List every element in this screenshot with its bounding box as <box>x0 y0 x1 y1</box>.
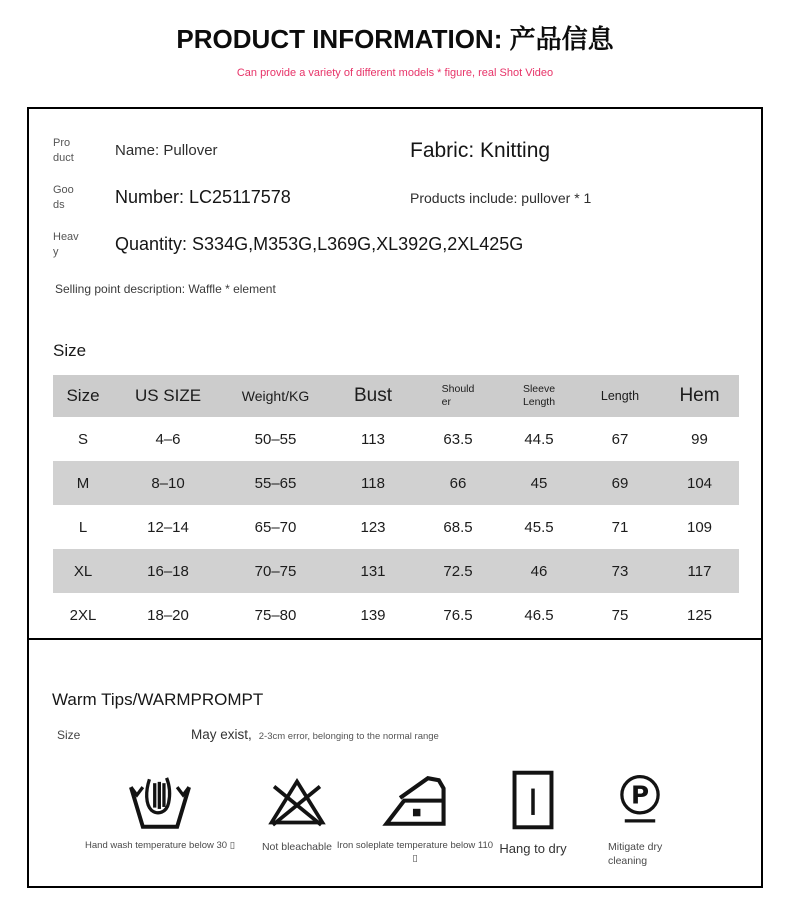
table-cell: 113 <box>361 430 385 448</box>
table-cell: 4–6 <box>155 430 181 448</box>
product-label: Pro duct <box>53 137 74 164</box>
col-header-hem: Hem <box>679 385 720 406</box>
col-header-size: Size <box>66 386 100 405</box>
care-item-dry-clean <box>585 763 695 868</box>
table-cell: XL <box>73 562 93 580</box>
size-table <box>53 375 739 637</box>
table-cell: 125 <box>686 606 713 624</box>
product-name-row <box>53 127 739 174</box>
product-info-panel <box>27 107 763 640</box>
size-row-xl <box>53 549 739 593</box>
dry-clean-icon <box>614 773 666 831</box>
table-cell: S <box>77 430 88 448</box>
table-cell: 117 <box>687 562 712 580</box>
size-row-s <box>53 417 739 461</box>
table-cell: 139 <box>360 606 386 624</box>
table-cell: 46 <box>530 562 548 580</box>
care-caption-dry-clean: Mitigate dry cleaning <box>608 841 663 868</box>
page-subtitle: Can provide a variety of different models * figure, real Shot Video <box>236 67 554 79</box>
table-cell: 45.5 <box>524 518 554 536</box>
hand-wash-icon <box>127 771 193 831</box>
table-cell: M <box>76 474 90 492</box>
table-cell: 75 <box>611 606 629 624</box>
col-header-sleeve-length: Sleeve Length <box>522 382 556 408</box>
col-header-weight: Weight/KG <box>241 388 310 404</box>
table-cell: 99 <box>691 430 708 448</box>
table-cell: 109 <box>686 518 713 536</box>
dry-clean-p-glyph: P <box>630 780 650 810</box>
quantity-text: Quantity: S334G,M353G,L369G,XL392G,2XL425G <box>115 234 524 254</box>
page-title: PRODUCT INFORMATION: 产品信息 <box>176 24 614 54</box>
product-name: Name: Pullover <box>115 142 218 159</box>
table-cell: 8–10 <box>151 474 185 492</box>
care-item-hand-wash <box>80 763 240 853</box>
table-cell: 69 <box>611 474 629 492</box>
care-item-iron <box>335 763 495 866</box>
products-include: Products include: pullover * 1 <box>410 189 592 206</box>
table-cell: 45 <box>530 474 548 492</box>
table-cell: 71 <box>611 518 629 536</box>
goods-number: Number: LC25117578 <box>115 187 291 207</box>
table-cell: 63.5 <box>443 430 473 448</box>
table-cell: 104 <box>686 474 713 492</box>
heavy-label: Heav y <box>53 231 79 258</box>
table-cell: 67 <box>611 430 629 448</box>
table-cell: 16–18 <box>147 562 189 580</box>
table-cell: 72.5 <box>443 562 473 580</box>
table-cell: 65–70 <box>254 518 297 536</box>
table-cell: 75–80 <box>254 606 297 624</box>
goods-number-row <box>53 174 739 221</box>
warm-tips-panel <box>27 640 763 888</box>
care-icons-row <box>29 763 761 881</box>
col-header-us-size: US SIZE <box>134 386 202 405</box>
table-cell: 76.5 <box>443 606 473 624</box>
table-cell: L <box>78 518 88 536</box>
table-cell: 123 <box>360 518 386 536</box>
size-row-m <box>53 461 739 505</box>
selling-point: Selling point description: Waffle * element <box>55 282 276 296</box>
size-note-label: Size <box>57 728 81 742</box>
product-fabric: Fabric: Knitting <box>410 138 551 162</box>
table-cell: 44.5 <box>524 430 554 448</box>
care-caption-iron: Iron soleplate temperature below 110 ▯ <box>336 840 494 864</box>
no-bleach-icon <box>266 773 328 831</box>
care-item-hang-to-dry <box>488 763 578 858</box>
size-note-row <box>57 727 761 742</box>
col-header-shoulder: Should er <box>441 382 475 408</box>
care-caption-hand-wash: Hand wash temperature below 30 ▯ <box>85 840 235 851</box>
table-cell: 73 <box>611 562 629 580</box>
table-cell: 66 <box>449 474 467 492</box>
care-caption-no-bleach: Not bleachable <box>261 841 333 853</box>
warm-tips-heading: Warm Tips/WARMPROMPT <box>52 690 264 709</box>
size-note-detail: 2-3cm error, belonging to the normal range <box>258 731 439 742</box>
care-caption-hang-to-dry: Hang to dry <box>499 841 567 856</box>
iron-icon <box>381 773 449 831</box>
size-row-2xl <box>53 593 739 637</box>
table-cell: 118 <box>361 474 385 492</box>
col-header-length: Length <box>600 389 640 403</box>
table-cell: 46.5 <box>524 606 554 624</box>
table-cell: 12–14 <box>147 518 189 536</box>
goods-label: Goo ds <box>53 184 74 211</box>
table-cell: 131 <box>360 562 386 580</box>
table-cell: 2XL <box>69 606 97 624</box>
table-cell: 68.5 <box>443 518 473 536</box>
size-heading: Size <box>53 341 87 360</box>
size-row-l <box>53 505 739 549</box>
table-cell: 55–65 <box>254 474 297 492</box>
table-cell: 18–20 <box>147 606 189 624</box>
table-cell: 50–55 <box>254 430 297 448</box>
table-cell: 70–75 <box>254 562 297 580</box>
size-note-main: May exist, <box>191 727 252 742</box>
quantity-row <box>53 221 739 268</box>
col-header-bust: Bust <box>353 385 393 406</box>
hang-to-dry-icon <box>511 769 555 831</box>
size-table-header-row <box>53 375 739 417</box>
